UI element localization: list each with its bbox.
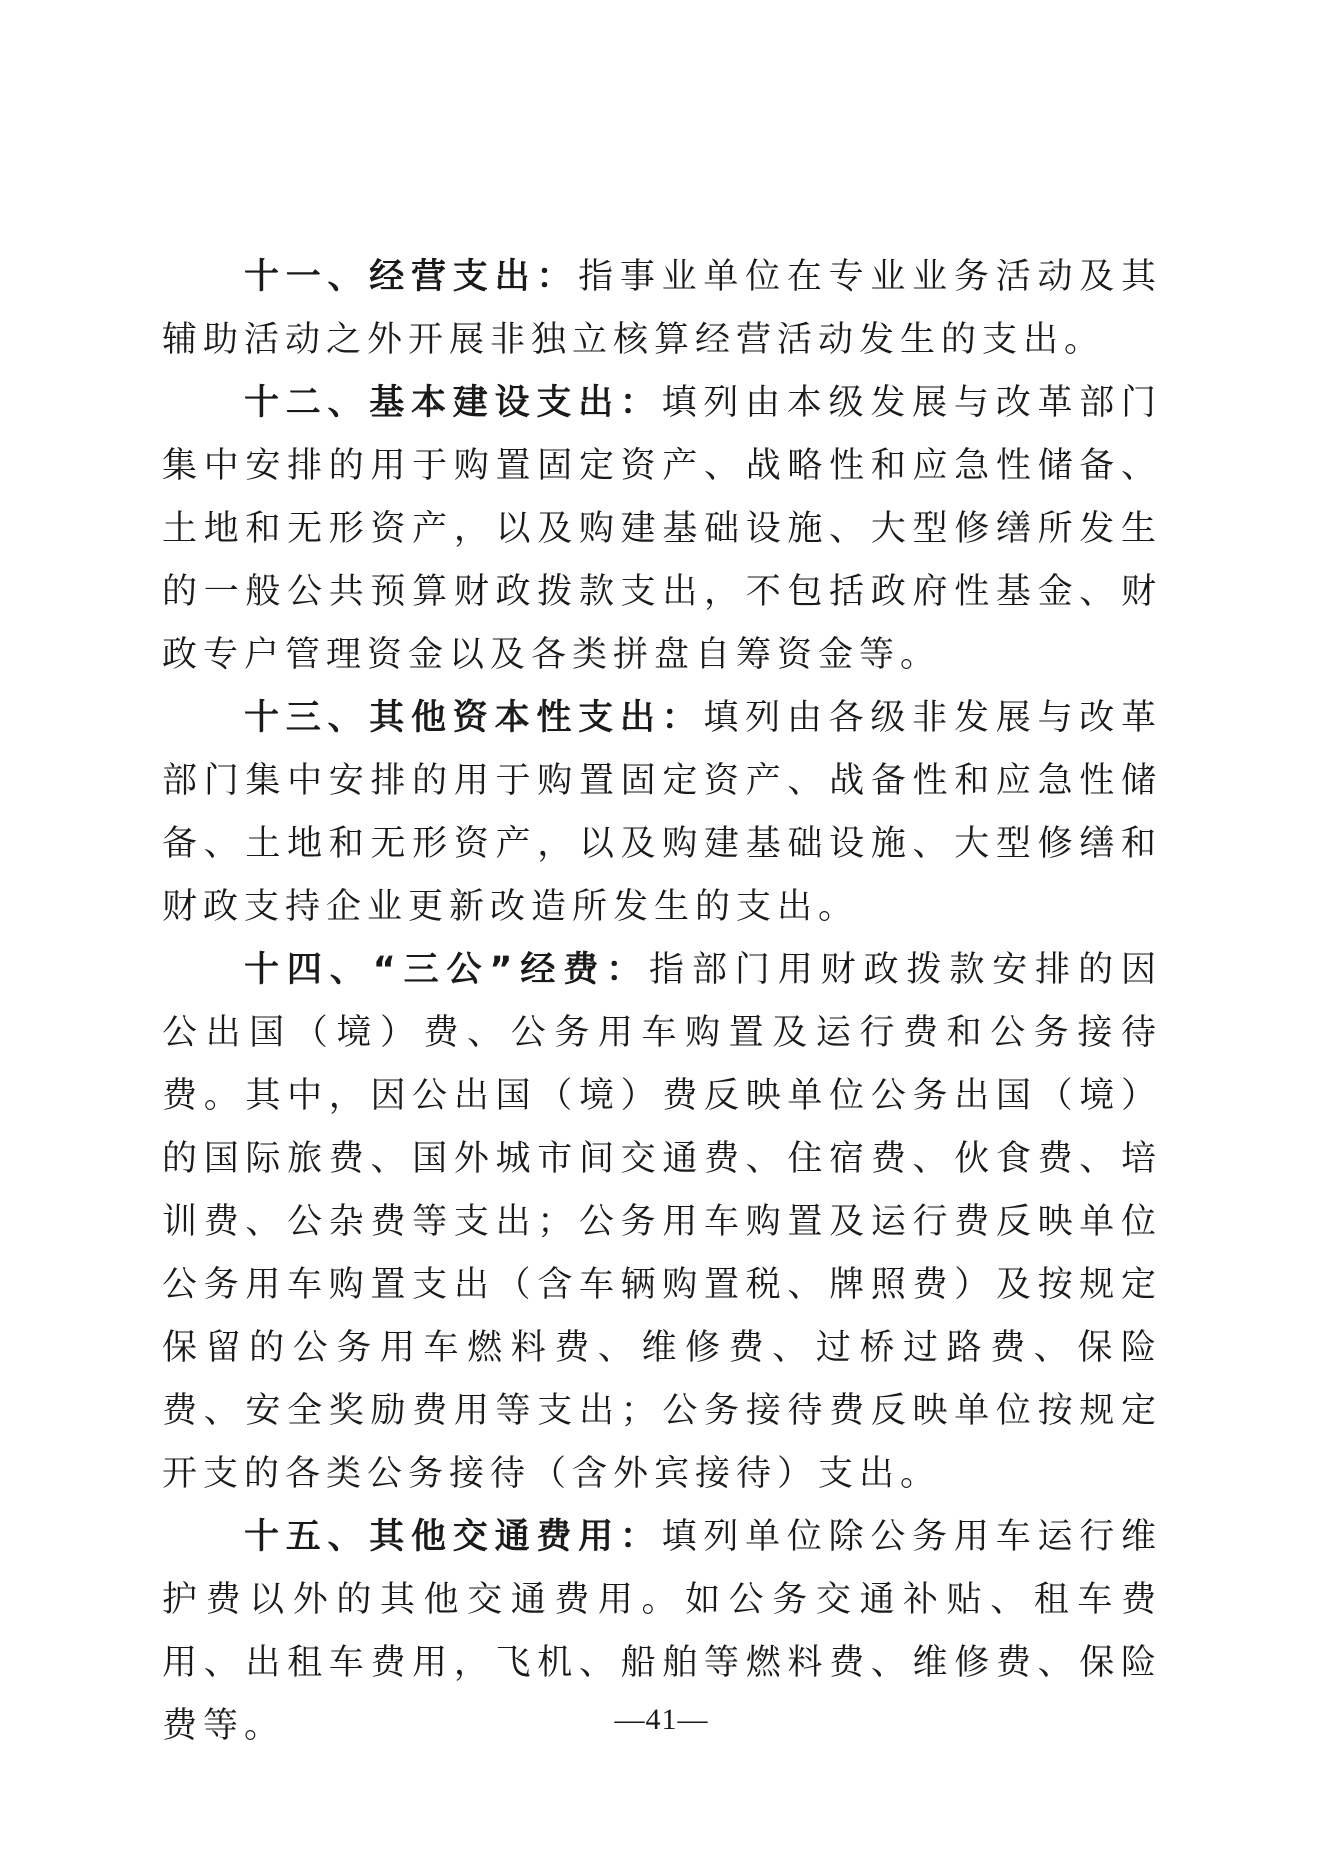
term-definition: 指部门用财政拨款安排的因公出国（境）费、公务用车购置及运行费和公务接待费。其中，因公出国（境）费反映单位公务出国（境）的国际旅费、国外城市间交通费、住宿费、伙食费、培训费、公杂费等支出；公务用车购置及运行费反映单位公务用车购置支出（含车辆购置税、牌照费）及按规定保留的公务用车燃料费、维修费、过桥过路费、保险费、安全奖励费用等支出；公务接待费反映单位按规定开支的各类公务接待（含外宾接待）支出。: [162, 950, 1162, 1494]
paragraph-operating-expenditure: [162, 246, 1162, 372]
term-definition: 填列由各级非发展与改革部门集中安排的用于购置固定资产、战备性和应急性储备、土地和无形资产，以及购建基础设施、大型修缮和财政支持企业更新改造所发生的支出。: [162, 698, 1162, 927]
paragraph-other-capital-expenditure: [162, 687, 1162, 939]
term-heading: 十三、其他资本性支出：: [244, 698, 704, 738]
term-definition: 指事业单位在专业业务活动及其辅助活动之外开展非独立核算经营活动发生的支出。: [162, 257, 1162, 360]
term-definition: 填列单位除公务用车运行维护费以外的其他交通费用。如公务交通补贴、租车费用、出租车费用，飞机、船舶等燃料费、维修费、保险费等。: [162, 1517, 1162, 1746]
term-heading: 十一、经营支出：: [244, 257, 579, 297]
term-heading: 十二、基本建设支出：: [244, 383, 662, 423]
page-number: —41—: [614, 1703, 709, 1736]
document-body: [162, 246, 1162, 1758]
term-heading: 十五、其他交通费用：: [244, 1517, 662, 1557]
paragraph-three-public-expenses: [162, 939, 1162, 1506]
paragraph-capital-construction-expenditure: [162, 372, 1162, 687]
term-definition: 填列由本级发展与改革部门集中安排的用于购置固定资产、战略性和应急性储备、土地和无形资产，以及购建基础设施、大型修缮所发生的一般公共预算财政拨款支出，不包括政府性基金、财政专户管理资金以及各类拼盘自筹资金等。: [162, 383, 1162, 675]
term-heading: 十四、“三公”经费：: [244, 950, 650, 990]
